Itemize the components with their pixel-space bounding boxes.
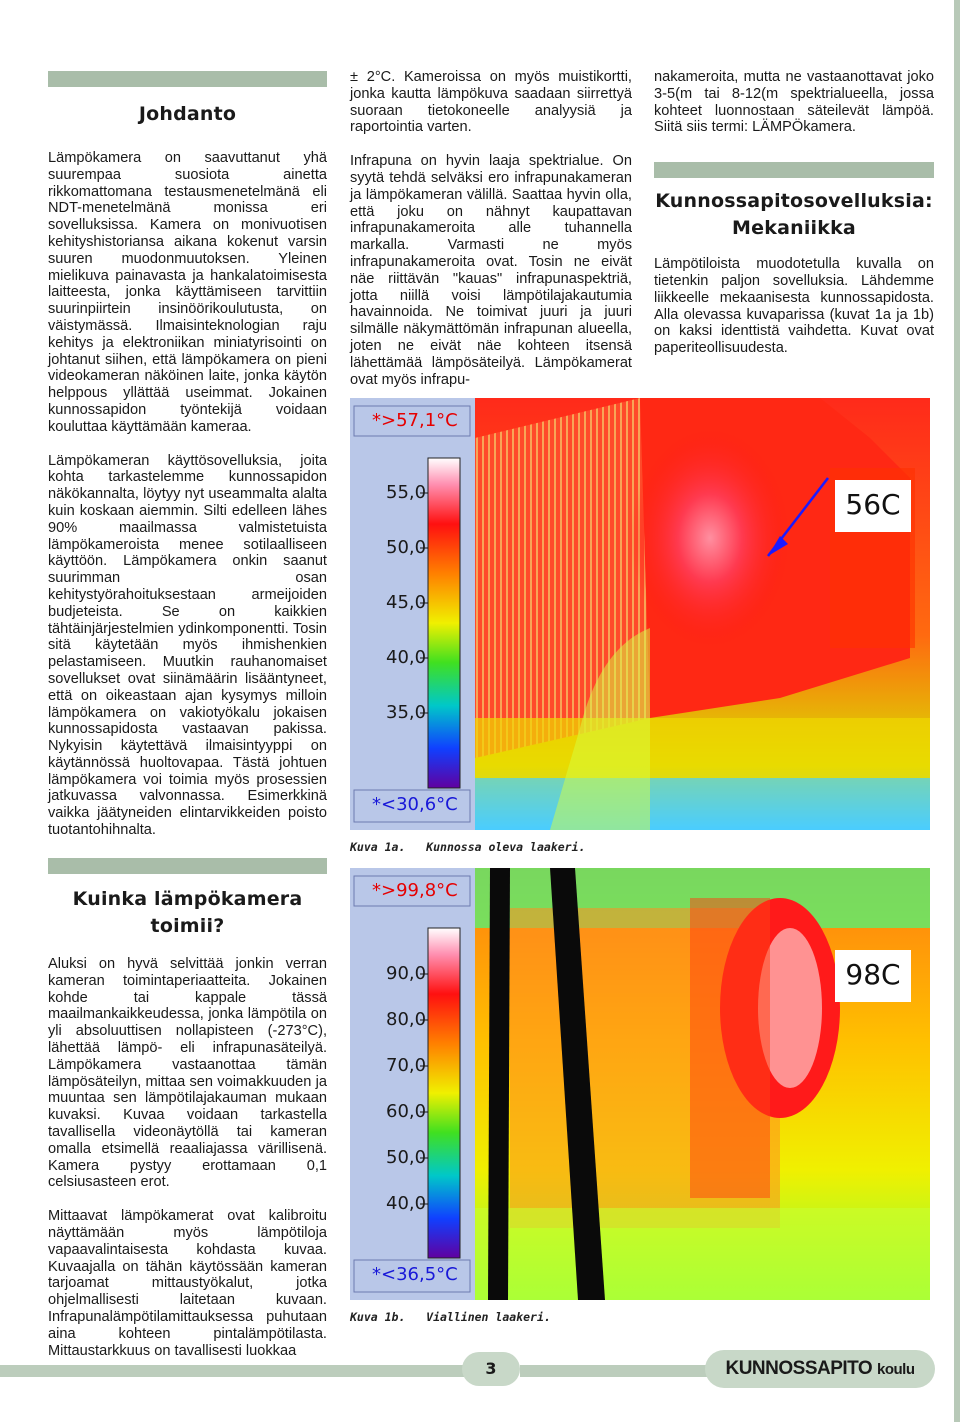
section-bar <box>654 162 934 178</box>
howitworks-heading <box>48 886 327 940</box>
fig1b-tick-label: 70,0 <box>386 1055 427 1076</box>
fig1a-tick-label: 35,0 <box>386 702 427 723</box>
middle-paragraph-1: ± 2°C. Kameroissa on myös muistikortti, jonka kautta lämpökuva saadaan siirrettyä suoraan tietokoneelle analyysiä ja raportointia varten. <box>350 69 632 136</box>
fig1a-tick-label: 40,0 <box>386 647 427 668</box>
right-column <box>654 69 934 357</box>
maintenance-heading <box>654 188 934 242</box>
fig1a-tick-label: 55,0 <box>386 482 427 503</box>
howitworks-paragraph-1: Aluksi on hyvä selvittää jonkin verran kameran toimintaperiaatteita. Jokainen kohde tai kappale tässä maailmankaikkeudessa, jonka lämpötila on yli absoluuttisen nollapisteen (-273°C), lähettää lämpö- eli infrapunasäteilyä. Lämpökamera vastaanottaa tämän lämpösäteilyn, mittaa sen voimakkuuden ja muuntaa sen lämpötilajakauman mukaan kuvaksi. Kuvaa voidaan tarkastella tavallisella videonäytöllä tai kameran omalla etsimellä reaaliajassa värillisenä. Kamera pystyy erottamaan 0,1 celsiusasteen erot. <box>48 956 327 1191</box>
right-paragraph-2: Lämpötiloista muodotetulla kuvalla on tietenkin paljon sovelluksia. Lähdemme liikkeelle mekaanisesta kunnossapidosta. Alla olevassa kuvaparissa (kuvat 1a ja 1b) on kaksi identtistä vaihdetta. Kuvat ovat paperiteollisuudesta. <box>654 256 934 357</box>
howitworks-section <box>48 858 327 1359</box>
fig1b-min-label: *<36,5°C <box>372 1264 458 1285</box>
intro-heading: Johdanto <box>138 103 237 125</box>
page-edge-strip <box>954 0 960 1422</box>
maintenance-heading-line2: Mekaniikka <box>732 217 856 240</box>
fig1b-caption-number: Kuva 1b. <box>350 1310 406 1324</box>
thermal-image-1a <box>350 398 930 830</box>
fig1a-caption <box>350 840 585 854</box>
footer-bar <box>520 1365 710 1377</box>
fig1b-tick-label: 80,0 <box>386 1009 427 1030</box>
section-bar <box>48 858 327 874</box>
section-bar <box>48 71 327 87</box>
maintenance-heading-line1: Kunnossapitosovelluksia: <box>655 190 933 213</box>
brand-logo <box>705 1350 935 1388</box>
intro-paragraph-1: Lämpökamera on saavuttanut yhä suurempaa suosiota ainetta rikkomattomana testausmenetelmänä eli NDT-menetelmänä monissa eri sovelluksissa. Kamera on monivuotisen kehityshistoriansa aikana kokenut varsin suuren muodonmuutoksen. Yleinen mielikuva painavasta ja hankalatoimisesta laitteesta, jonka käyttämiseen tarvittiin suurinpiirtein insinöörikoulutusta, on väistymässä. Ilmaisinteknologian raju kehitys ja elektroniikan miniatyrisointi on johtanut siihen, että lämpökamera on pieni videokameran näköinen laite, jonka käytön helppous yllättää useimmat. Jokainen kunnossapidon työntekijä voidaan kouluttaa käyttämään kameraa. <box>48 150 327 435</box>
fig1b-caption <box>350 1310 551 1324</box>
fig1a-callout: 56C <box>845 488 901 521</box>
fig1b-caption-text: Viallinen laakeri. <box>426 1310 551 1324</box>
thermal-image-1b <box>350 868 930 1300</box>
thermal-image-1b-graphic <box>350 868 930 1300</box>
brand-suffix: koulu <box>877 1361 915 1378</box>
howitworks-heading-line2: toimii? <box>150 915 225 937</box>
fig1a-tick-label: 50,0 <box>386 537 427 558</box>
fig1b-tick-label: 50,0 <box>386 1147 427 1168</box>
fig1b-callout: 98C <box>845 958 901 991</box>
fig1a-min-label: *<30,6°C <box>372 794 458 815</box>
fig1b-max-label: *>99,8°C <box>372 880 458 901</box>
middle-paragraph-2: Infrapuna on hyvin laaja spektrialue. On syytä tehdä selväksi ero infrapunakameran ja lämpökameran välillä. Saattaa hyvin olla, että joku on nähnyt kaupattavan infrapunakameroita alle tuhannella markalla. Varmasti ne myös infrapunakameroita ovat. Tosin ne eivät näe riittävän "kauas" infrapunaspektriä, jotta niillä voisi lämpötilajakautumia havainnoida. Ne toimivat juuri ja juuri silmälle näkymättömän infrapunan alueella, joten ne eivät näe kohteen itsensä lähettämää lämpösäteilyä. Lämpökamerat ovat myös infrapu- <box>350 153 632 388</box>
page-number: 3 <box>462 1352 520 1386</box>
footer-bar <box>0 1365 470 1377</box>
fig1b-tick-label: 60,0 <box>386 1101 427 1122</box>
fig1a-caption-number: Kuva 1a. <box>350 840 406 854</box>
fig1b-tick-label: 90,0 <box>386 963 427 984</box>
howitworks-paragraph-2: Mittaavat lämpökamerat ovat kalibroitu näyttämään myös lämpötiloja vapaavalintaisesta kohdasta kuvaa. Kuvaajalla on tähän käytössään kameran tarjoamat mittaustyökalut, jotka ohjelmallisesti laitetaan kuvaan. Infrapunalämpötilamittauksessa puhutaan aina kohteen pintalämpötilasta. Mittaustarkkuus on tavallisesti luokkaa <box>48 1208 327 1359</box>
fig1a-caption-text: Kunnossa oleva laakeri. <box>426 840 586 854</box>
intro-paragraph-2: Lämpökameran käyttösovelluksia, joita kohta tarkastelemme kunnossapidon näkökannalta, löytyy nyt useammalta alalta kuin koskaan aiemmin. Silti edelleen lähes 90% maailmassa valmistetuista lämpökameroista menee sotilaalliseen käyttöön. Lämpökamera onkin saanut suurimman osan kehitystyörahoituksestaan armeijoiden budjeteista. Se on kaikkien tähtäinjärjestelmien ydinkomponentti. Tosin sitä käytetään myös ihmishenkien pelastamiseen. Muutkin rauhanomaiset sovellukset ovat siinämäärin lisääntyneet, että on oikeastaan ajan kysymys milloin lämpökamera on vakiotyökalu jokaisen kunnossapidosta vastaavan pakissa. Nykyisin käytettävä ilmaisintyyppi on käytännössä huoltovapaa. Tästä johtuen lämpökamera voi toimia myös prosessien jatkuvassa valvonnassa. Esimerkkinä vaikka jäätyneiden elintarvikkeiden poisto tuotantohihnalta. <box>48 452 327 839</box>
thermal-image-1a-graphic <box>350 398 930 830</box>
right-paragraph-1: nakameroita, mutta ne vastaanottavat joko 3-5(m tai 8-12(m spektrialueella, jossa kohteet luonnostaan säteilevät lämpöä. Siitä siis termi: LÄMPÖkamera. <box>654 69 934 136</box>
left-column <box>48 71 327 839</box>
howitworks-heading-line1: Kuinka lämpökamera <box>72 888 303 910</box>
fig1a-max-label: *>57,1°C <box>372 410 458 431</box>
brand-name: KUNNOSSAPITO <box>725 1358 873 1379</box>
middle-column <box>350 69 632 388</box>
fig1a-tick-label: 45,0 <box>386 592 427 613</box>
fig1b-tick-label: 40,0 <box>386 1193 427 1214</box>
